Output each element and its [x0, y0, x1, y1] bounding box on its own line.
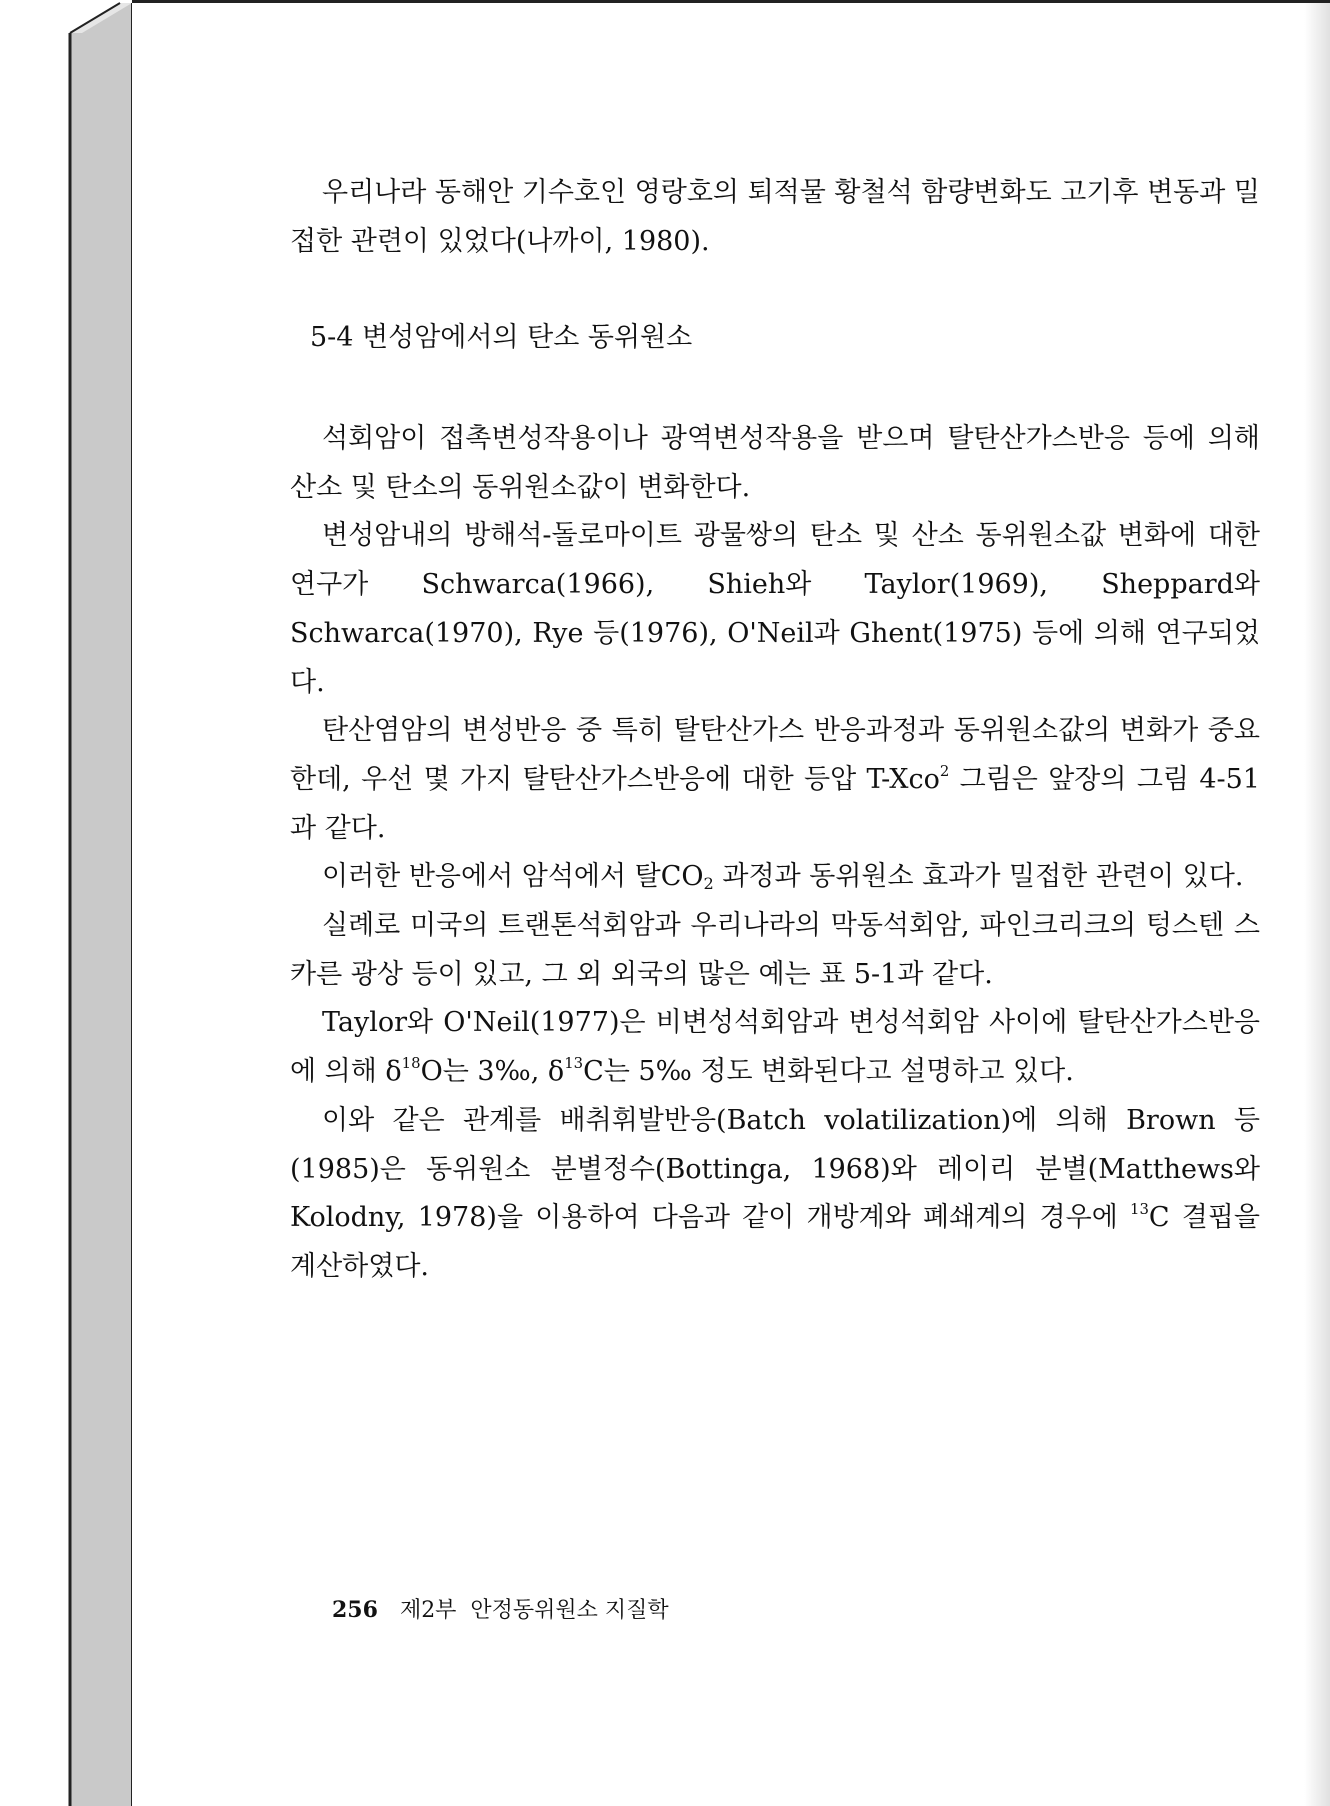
paragraph-2: 석회암이 접촉변성작용이나 광역변성작용을 받으며 탈탄산가스반응 등에 의해 산소 및 탄소의 동위원소값이 변화한다.: [290, 423, 1260, 503]
paragraph-4: 탄산염암의 변성반응 중 특히 탈탄산가스 반응과정과 동위원소값의 변화가 중요한데, 우선 몇 가지 탈탄산가스반응에 대한 등압 T-Xco$^2$ 그림은 앞장의 그림 4-51과 같다.: [290, 715, 1260, 844]
paragraph-3: 변성암내의 방해석-돌로마이트 광물쌍의 탄소 및 산소 동위원소값 변화에 대한 연구가 Schwarca(1966), Shieh와 Taylor(1969), Sheppard와 Schwarca(1970), Rye 등(1976), O'Neil과 Ghent(1975) 등에 의해 연구되었다.: [290, 520, 1260, 698]
paragraph-1: 우리나라 동해안 기수호인 영랑호의 퇴적물 황철석 함량변화도 고기후 변동과 밀접한 관련이 있었다(나까이, 1980).: [290, 177, 1260, 257]
paragraph-8: 이와 같은 관계를 배취휘발반응(Batch volatilization)에 의해 Brown 등(1985)은 동위원소 분별정수(Bottinga, 1968)와 레이리 분별(Matthews와 Kolodny, 1978)을 이용하여 다음과 같이 개방계와 폐쇄계의 경우에 $^{13}$C 결핍을 계산하였다.: [290, 1104, 1260, 1282]
page-footer: [332, 1593, 669, 1624]
chapter-title: 제2부 안정동위원소 지질학: [399, 1598, 669, 1623]
intro-block: [290, 169, 1260, 266]
body-block: [290, 415, 1260, 1292]
paragraph-5: 이러한 반응에서 암석에서 탈$CO_2$ 과정과 동위원소 효과가 밀접한 관련이 있다.: [322, 861, 1244, 894]
book-page: [132, 3, 1330, 1806]
paragraph-7: Taylor와 O'Neil(1977)은 비변성석회암과 변성석회암 사이에 탈탄산가스반응에 의해 $\delta^{18}O$는 3‰, $\delta^{13}C$는 5‰ 정도 변화된다고 설명하고 있다.: [290, 1007, 1260, 1088]
paragraph-6: 실례로 미국의 트랜톤석회암과 우리나라의 막동석회암, 파인크리크의 텅스텐 스카른 광상 등이 있고, 그 외 외국의 많은 예는 표 5-1과 같다.: [290, 910, 1260, 990]
page-number: 256: [332, 1597, 378, 1623]
book-spine-edge: [0, 0, 132, 1806]
section-heading: 5-4 변성암에서의 탄소 동위원소: [310, 322, 693, 353]
